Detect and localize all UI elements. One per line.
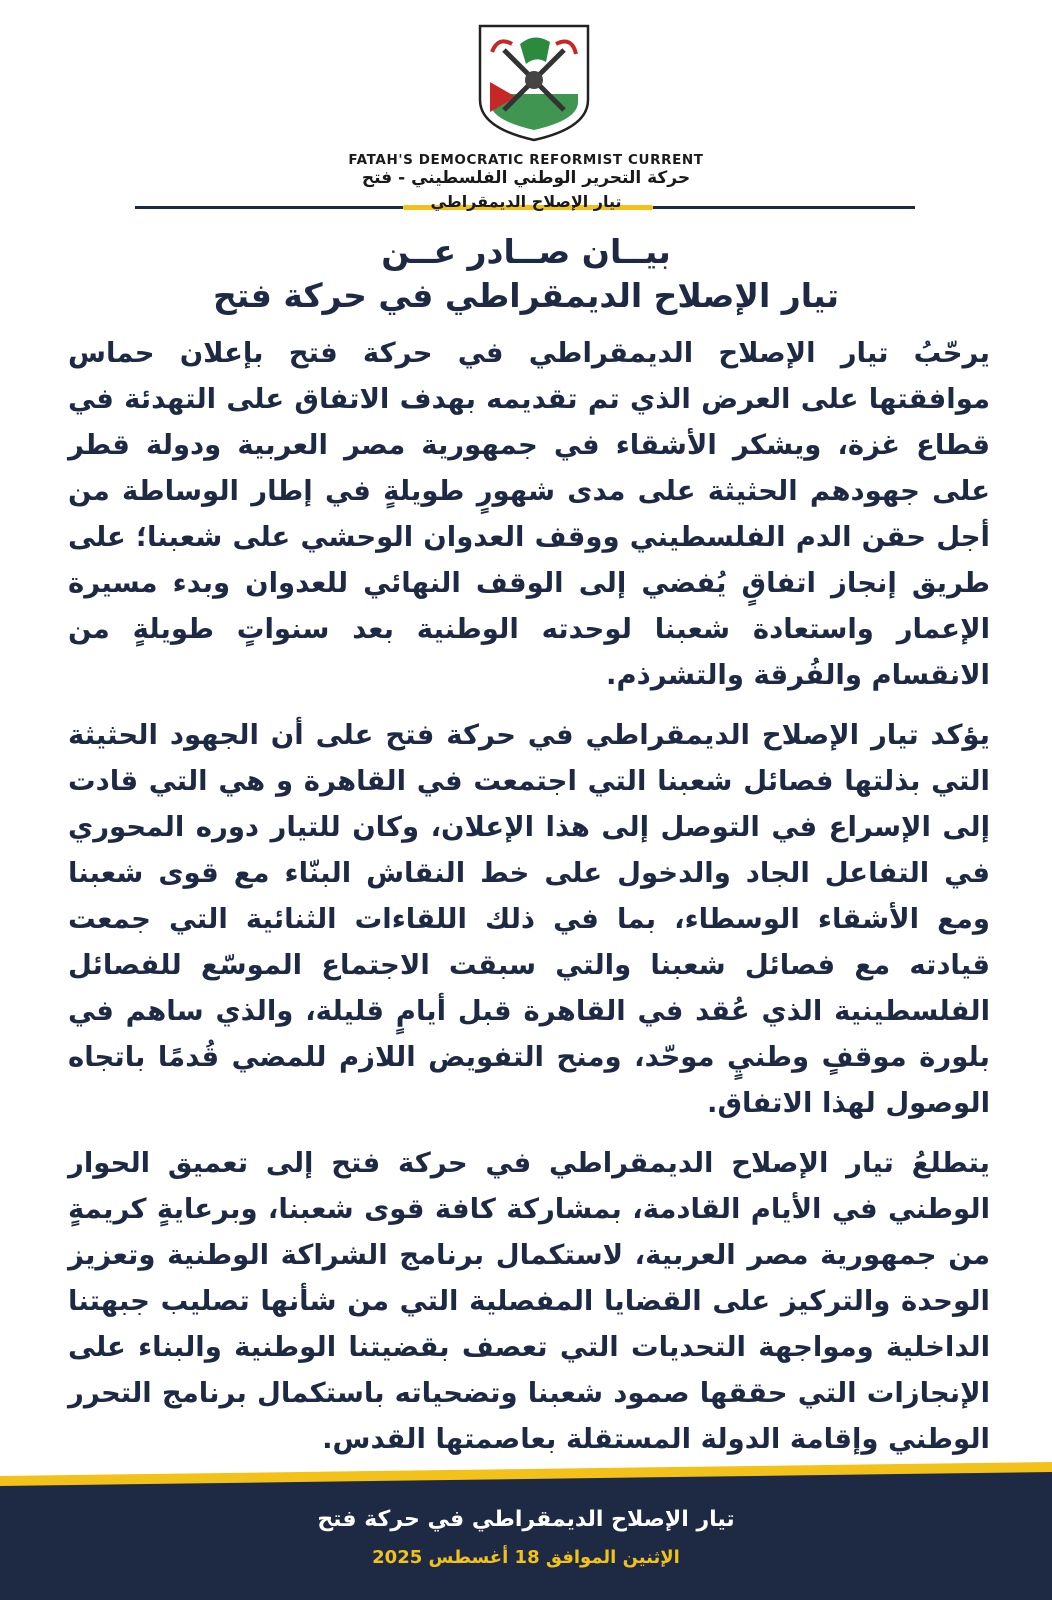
paragraph: يرحّبُ تيار الإصلاح الديمقراطي في حركة فتح بإعلان حماس موافقتها على العرض الذي تم تقديمه بهدف الاتفاق على التهدئة في قطاع غزة، ويشكر الأشقاء في جمهورية مصر العربية ودولة قطر على جهودهم الحثيثة على مدى شهورٍ طويلةٍ في إطار الوساطة من أجل حقن الدم الفلسطيني ووقف العدوان الوحشي على شعبنا؛ على طريق إنجاز اتفاقٍ يُفضي إلى الوقف النهائي للعدوان وبدء مسيرة الإعمار واستعادة شعبنا لوحدته الوطنية بعد سنواتٍ طويلةٍ من الانقسام والفُرقة والتشرذم. (68, 337, 990, 691)
statement-title: بيــان صــادر عــن (381, 232, 671, 271)
statement-issuer: تيار الإصلاح الديمقراطي في حركة فتح (212, 276, 840, 315)
org-subtitle: تيار الإصلاح الديمقراطي (430, 192, 622, 211)
paragraph: يتطلعُ تيار الإصلاح الديمقراطي في حركة فتح إلى تعميق الحوار الوطني في الأيام القادمة، بمشاركة كافة قوى شعبنا، وبرعايةٍ كريمةٍ من جمهورية مصر العربية، لاستكمال برنامج الشراكة الوطنية وتعزيز الوحدة والتركيز على القضايا المفصلية التي من شأنها تصليب جبهتنا الداخلية ومواجهة التحديات التي تعصف بقضيتنا الوطنية والبناء على الإنجازات التي حققها صمود شعبنا وتضحياته باستكمال برنامج التحرر الوطني وإقامة الدولة المستقلة بعاصمتها القدس. (68, 1147, 990, 1455)
org-name-ar: حركة التحرير الوطني الفلسطيني - فتح (361, 168, 691, 188)
fatah-emblem-icon (476, 22, 592, 142)
statement-body (68, 330, 990, 1476)
paragraph: يؤكد تيار الإصلاح الديمقراطي في حركة فتح على أن الجهود الحثيثة التي بذلتها فصائل شعبنا التي اجتمعت في القاهرة و هي التي قادت إلى الإسراع في التوصل إلى هذا الإعلان، وكان للتيار دوره المحوري في التفاعل الجاد والدخول على خط النقاش البنّاء مع قوى شعبنا ومع الأشقاء الوسطاء، بما في ذلك اللقاءات الثنائية التي جمعت قيادته مع فصائل شعبنا والتي سبقت الاجتماع الموسّع للفصائل الفلسطينية الذي عُقد في القاهرة قبل أيامٍ قليلة، والذي ساهم في بلورة موقفٍ وطنيٍ موحّد، ومنح التفويض اللازم للمضي قُدمًا باتجاه الوصول لهذا الاتفاق. (68, 719, 990, 1119)
letterhead (0, 0, 1052, 230)
footer-org-name: تيار الإصلاح الديمقراطي في حركة فتح (317, 1507, 735, 1532)
footer-date: الإثنين الموافق 18 أغسطس 2025 (372, 1547, 680, 1568)
org-name-en: FATAH'S DEMOCRATIC REFORMIST CURRENT (348, 152, 704, 168)
